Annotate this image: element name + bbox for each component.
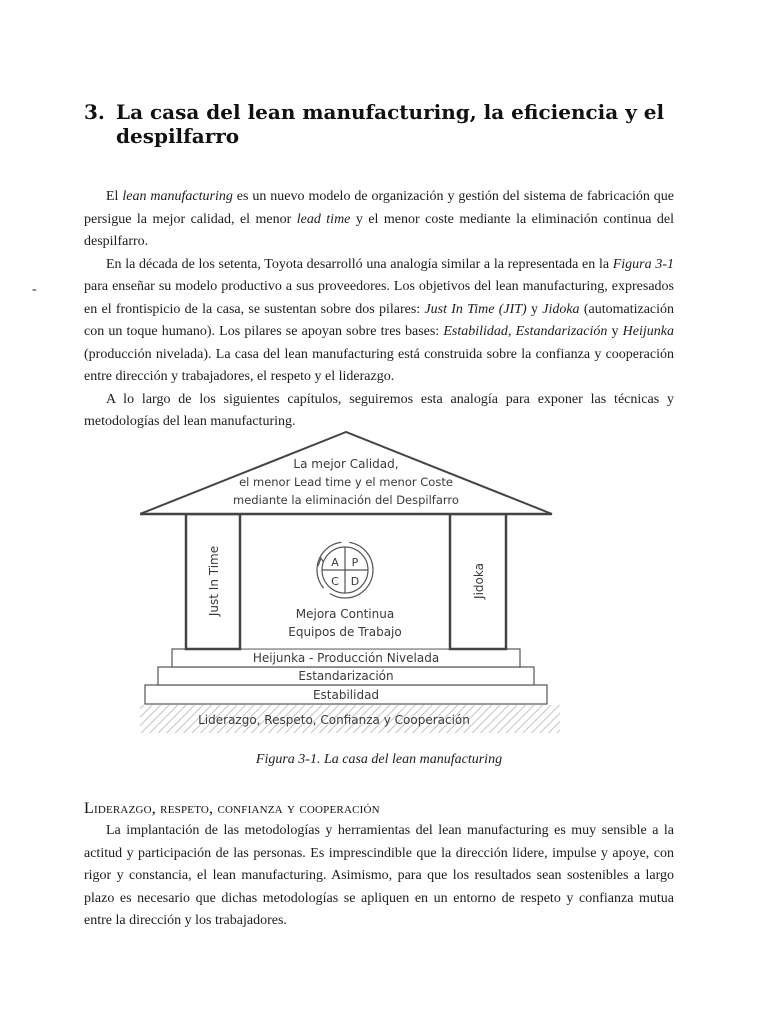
roof-line-2: el menor Lead time y el menor Coste	[239, 475, 453, 489]
section-title: La casa del lean manufacturing, la eficiencia y el despilfarro	[116, 100, 665, 148]
base-step-label: Estabilidad	[312, 688, 380, 702]
italic-term: lean manufacturing	[122, 189, 233, 204]
foundation-label: Liderazgo, Respeto, Confianza y Cooperación	[198, 713, 470, 727]
text-run: para enseñar su modelo productivo a sus proveedores. Los objetivos del lean manufacturing, expresados en el frontispicio de la casa, se sustentan sobre dos pilares:	[84, 279, 674, 317]
subsection-heading: Liderazgo, respeto, confianza y cooperación	[84, 800, 380, 817]
text-run: y	[526, 301, 543, 317]
text-run: y el menor coste mediante la eliminación continua del despilfarro.	[84, 211, 674, 249]
roof-line-1: La mejor Calidad,	[293, 457, 399, 471]
subsection-paragraph: La implantación de las metodologías y herramientas del lean manufacturing es muy sensible a la actitud y participación de las personas. Es imprescindible que la dirección lidere, impulse y apoye, con rigor y constancia, el lean manufacturing. Asimismo, para que los resultados sean sostenibles a largo plazo es necesario que dichas metodologías se apliquen en un entorno de respeto y confianza mutua entre la dirección y los trabajadores.	[84, 823, 674, 928]
italic-term: lead time	[296, 211, 351, 227]
pdca-check: C	[331, 575, 339, 588]
italic-term: Just In Time (JIT)	[424, 301, 527, 317]
lean-house-diagram	[140, 428, 560, 738]
intro-paragraph-2	[84, 254, 674, 389]
section-number: 3.	[84, 100, 105, 124]
text-run: (automatización con un toque humano). Los pilares se apoyan sobre tres bases:	[84, 301, 675, 339]
text-run: El	[106, 189, 123, 204]
pdca-act: A	[331, 556, 339, 569]
italic-term: Estabilidad	[443, 324, 508, 339]
base-step-label: Heijunka - Producción Nivelada	[252, 651, 440, 665]
text-run: y	[607, 324, 623, 339]
left-pillar-label: Just In Time	[207, 545, 221, 617]
italic-term: Heijunka	[622, 324, 674, 339]
lean-house-figure	[140, 428, 560, 738]
roof-line-3: mediante la eliminación del Despilfarro	[233, 493, 459, 507]
center-line-1: Mejora Continua	[295, 607, 395, 621]
text-run: es un nuevo modelo de organización y gestión del sistema de fabricación que persigue la mejor calidad, el menor	[84, 189, 674, 227]
base-step-label: Estandarización	[298, 669, 394, 683]
text-run: (producción nivelada). La casa del lean manufacturing está construida sobre la confianza y cooperación entre dirección y trabajadores, el respeto y el liderazgo.	[84, 346, 674, 384]
right-pillar-label: Jidoka	[472, 563, 486, 599]
pdca-plan: P	[351, 556, 359, 569]
intro-paragraph-1	[84, 186, 674, 254]
intro-text	[84, 186, 674, 434]
italic-term: Jidoka	[542, 301, 580, 317]
margin-mark: -	[32, 282, 37, 297]
figure-reference: Figura 3-1	[612, 256, 674, 272]
figure-caption: Figura 3-1. La casa del lean manufacturing	[255, 752, 503, 767]
section-heading	[84, 100, 684, 148]
pdca-do: D	[350, 575, 360, 588]
center-line-2: Equipos de Trabajo	[288, 625, 402, 639]
text-run: ,	[507, 324, 516, 339]
intro-paragraph-3: A lo largo de los siguientes capítulos, seguiremos esta analogía para exponer las técnicas y metodologías del lean manufacturing.	[84, 391, 674, 429]
subsection-text	[84, 820, 674, 933]
text-run: En la década de los setenta, Toyota desarrolló una analogía similar a la representada en la	[106, 256, 613, 272]
italic-term: Estandarización	[515, 324, 608, 339]
